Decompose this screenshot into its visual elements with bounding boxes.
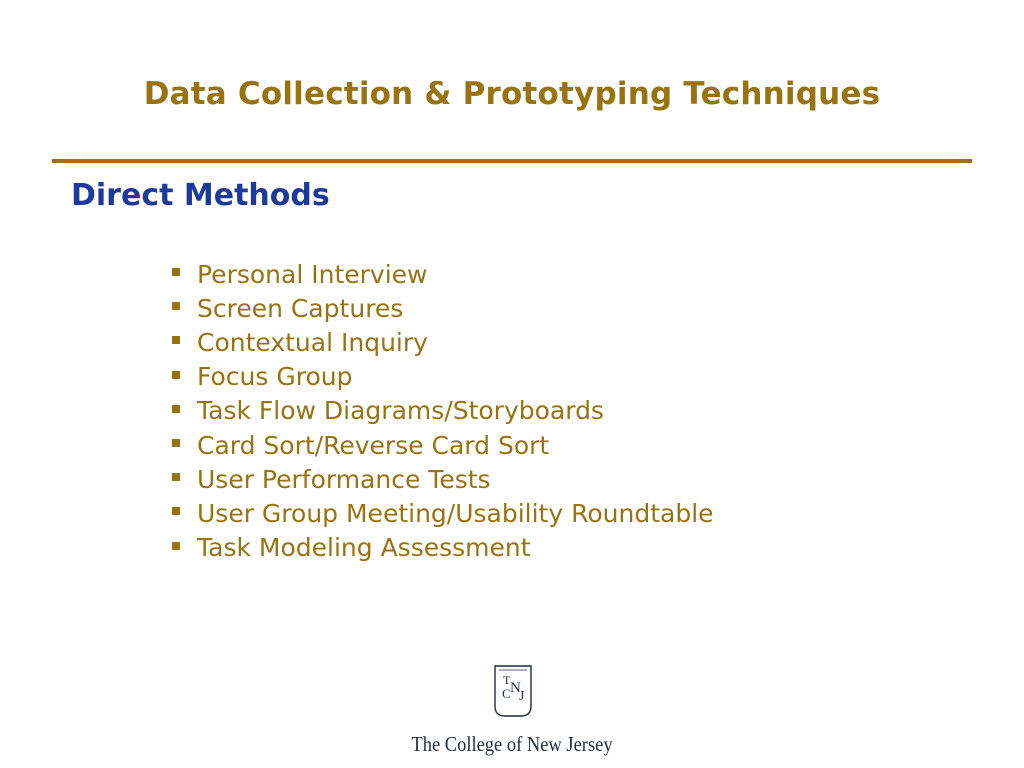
bullet-item: [172, 496, 714, 530]
square-bullet-icon: [172, 405, 180, 413]
square-bullet-icon: [172, 542, 180, 550]
bullet-text: Task Flow Diagrams/Storyboards: [197, 396, 604, 426]
square-bullet-icon: [172, 268, 180, 276]
title-divider: [52, 159, 972, 163]
square-bullet-icon: [172, 473, 180, 481]
square-bullet-icon: [172, 507, 180, 515]
section-heading: Direct Methods: [71, 178, 330, 213]
svg-text:C: C: [502, 686, 511, 701]
bullet-item: [172, 360, 714, 394]
svg-text:J: J: [519, 689, 525, 704]
bullet-text: User Performance Tests: [197, 464, 491, 494]
square-bullet-icon: [172, 336, 180, 344]
bullet-text: Card Sort/Reverse Card Sort: [197, 430, 550, 460]
bullet-text: Screen Captures: [197, 293, 404, 323]
square-bullet-icon: [172, 371, 180, 379]
slide-title: Data Collection & Prototyping Techniques: [143, 76, 881, 112]
bullet-text: Contextual Inquiry: [197, 327, 428, 357]
bullet-text: Focus Group: [197, 362, 353, 392]
bullet-text: Task Modeling Assessment: [197, 533, 531, 563]
square-bullet-icon: [172, 439, 180, 447]
bullet-item: [172, 257, 714, 291]
svg-text:N: N: [510, 680, 521, 696]
bullet-item: [172, 394, 714, 428]
college-logo: [0, 660, 1024, 760]
bullet-item: [172, 325, 714, 359]
bullet-text: User Group Meeting/Usability Roundtable: [197, 498, 714, 528]
bullet-list: [172, 257, 714, 565]
bullet-text: Personal Interview: [197, 259, 428, 289]
bullet-item: [172, 291, 714, 325]
tcnj-seal-icon: [493, 662, 533, 718]
college-name: The College of New Jersey: [411, 732, 613, 756]
bullet-item: [172, 462, 714, 496]
bullet-item: [172, 531, 714, 565]
bullet-item: [172, 428, 714, 462]
square-bullet-icon: [172, 302, 180, 310]
svg-text:T: T: [503, 673, 511, 687]
